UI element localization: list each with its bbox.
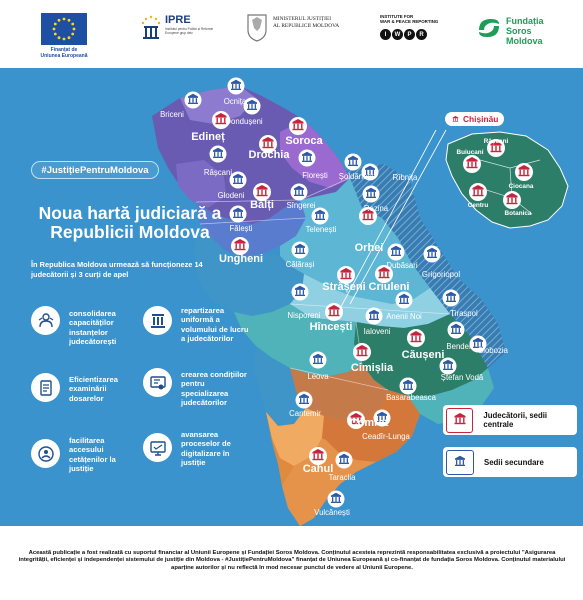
court-secondary-icon[interactable]	[230, 206, 247, 223]
legend-primary-label: Judecătorii, sedii centrale	[483, 411, 548, 429]
ministry-name	[273, 16, 339, 30]
place-label: Glodeni	[217, 191, 245, 200]
place-label: Briceni	[160, 110, 184, 119]
legend-secondary	[443, 447, 577, 477]
place-label: Florești	[302, 171, 328, 180]
feature-text: consolidarea capacităților instanțelor judecătorești	[69, 309, 117, 347]
place-label: Basarabeasca	[386, 393, 436, 402]
place-label: Rîbnița	[392, 173, 418, 182]
legend-secondary-icon	[446, 450, 474, 475]
legend-primary-icon	[446, 408, 473, 433]
feature-text: crearea condițiilor pentru specializarea judecătorilor	[181, 370, 247, 408]
soros-foundation-logo-icon	[476, 16, 502, 40]
inset-district-label: Ciocana	[508, 183, 534, 190]
place-label: Ceadîr-Lunga	[362, 432, 410, 441]
chisinau-title-text: Chișinău	[463, 114, 499, 124]
court-primary-icon[interactable]	[469, 183, 487, 201]
court-secondary-icon[interactable]	[388, 244, 405, 261]
workload-icon	[143, 306, 172, 335]
hashtag-badge[interactable]: #JustițiePentruMoldova	[31, 161, 159, 179]
access-justice-icon	[31, 439, 60, 468]
court-secondary-icon[interactable]	[291, 184, 308, 201]
place-label: Râșcani	[203, 168, 233, 177]
ipre-name: IPRE	[165, 14, 191, 26]
court-primary-icon[interactable]	[503, 191, 521, 209]
ministry-line-1: MINISTERUL JUSTIȚIEI	[273, 16, 332, 22]
chisinau-inset-title	[445, 112, 504, 126]
iwpr-title: INSTITUTE FOR WAR & PEACE REPORTING	[380, 14, 439, 24]
place-label: Călărași	[285, 260, 315, 269]
feature-text: avansarea proceselor de digitalizare în justiție	[181, 430, 231, 468]
place-label: Vulcănești	[314, 508, 350, 517]
place-label: Ocnița	[223, 97, 247, 106]
district-label: Cahul	[302, 463, 334, 475]
district-label: Ungheni	[219, 253, 263, 265]
place-label: Rezina	[363, 204, 389, 213]
court-secondary-icon[interactable]	[366, 308, 383, 325]
place-label: Grigoriopol	[421, 270, 461, 279]
place-label: Șoldănești	[338, 172, 376, 181]
place-label: Ialoveni	[363, 327, 391, 336]
district-label: Căușeni	[401, 349, 445, 361]
court-primary-icon[interactable]	[325, 303, 343, 321]
court-secondary-icon[interactable]	[345, 154, 362, 171]
place-label: Fălești	[229, 224, 253, 233]
court-primary-icon[interactable]	[407, 329, 425, 347]
court-secondary-icon[interactable]	[448, 322, 465, 339]
case-file-icon	[31, 373, 60, 402]
place-label: Tiraspol	[450, 309, 478, 318]
court-secondary-icon[interactable]	[310, 352, 327, 369]
court-secondary-icon[interactable]	[292, 284, 309, 301]
page-subtitle: În Republica Moldova urmează să funcționeze 14 judecătorii și 3 curți de apel	[31, 260, 203, 279]
district-label: Orhei	[354, 242, 384, 254]
court-secondary-icon[interactable]	[299, 150, 316, 167]
district-label: Soroca	[285, 135, 323, 147]
district-label: Edineț	[191, 131, 225, 143]
ipre-subtitle: Institutul pentru Politici și Reforme Europene grup deic	[165, 27, 214, 35]
iwpr-letter: W	[392, 29, 403, 40]
court-secondary-icon[interactable]	[312, 208, 329, 225]
fsm-line-2: Soros	[506, 26, 532, 36]
court-secondary-icon[interactable]	[443, 290, 460, 307]
court-secondary-icon[interactable]	[400, 378, 417, 395]
logo-bar	[0, 0, 583, 68]
place-label: Ștefan Vodă	[440, 373, 484, 382]
court-primary-icon[interactable]	[289, 117, 307, 135]
place-label: Dubăsari	[386, 261, 418, 270]
place-label: Taraclia	[328, 473, 356, 482]
main-panel	[0, 68, 583, 526]
iwpr-letters	[380, 29, 427, 40]
legend-secondary-label: Sedii secundare	[484, 457, 544, 467]
district-label: Strășeni	[322, 281, 366, 293]
court-secondary-icon[interactable]	[292, 242, 309, 259]
feature-text: repartizarea uniformă a volumului de lucru a judecătorilor	[181, 306, 249, 344]
court-secondary-icon[interactable]	[185, 92, 202, 109]
feature-text: facilitarea accesului cetățenilor la justiție	[69, 436, 116, 474]
court-secondary-icon[interactable]	[328, 491, 345, 508]
ministry-crest-icon	[245, 12, 269, 42]
ipre-logo-icon	[140, 14, 162, 42]
footer-disclaimer: Această publicație a fost realizată cu suportul financiar al Uniunii Europene și Fundației Soros Moldova. Conținutul acesteia reprezintă responsabilitatea exclusivă a proiectului "Asigurarea integrității, eficienței și independenței sistemului de justiție din Moldova - #JustițiePentruMoldova" finanțat de Uniunea Europeană și co-finanțat de fundația Soros Moldova. Conținutul materialului aparține autorilor și nu reflectă în mod necesar punctul de vedere al Uniunii Europene.	[18, 550, 566, 571]
court-secondary-icon[interactable]	[396, 292, 413, 309]
iwpr-letter: I	[380, 29, 391, 40]
iwpr-letter: P	[404, 29, 415, 40]
page-title: Noua hartă judiciară a Republicii Moldova	[38, 203, 222, 242]
district-label: Cimișlia	[350, 362, 394, 374]
court-secondary-icon[interactable]	[424, 246, 441, 263]
soros-foundation-name	[506, 16, 544, 46]
court-primary-icon[interactable]	[353, 343, 371, 361]
place-label: Nisporeni	[287, 311, 321, 320]
court-secondary-icon[interactable]	[210, 146, 227, 163]
footer	[0, 526, 583, 600]
court-primary-icon[interactable]	[515, 163, 533, 181]
court-secondary-icon[interactable]	[228, 78, 245, 95]
certificate-icon	[143, 368, 172, 397]
place-label: Bender	[446, 342, 472, 351]
district-label: Bălți	[250, 199, 274, 211]
district-label: Drochia	[248, 149, 290, 161]
inset-district-label: Botanica	[504, 210, 532, 217]
court-primary-icon	[451, 115, 460, 124]
digital-icon	[143, 433, 172, 462]
iwpr-letter: R	[416, 29, 427, 40]
fsm-line-1: Fundația	[506, 16, 544, 26]
inset-district-label: Buiucani	[456, 149, 484, 156]
court-primary-icon[interactable]	[463, 155, 481, 173]
court-secondary-icon[interactable]	[336, 452, 353, 469]
ministry-line-2: AL REPUBLICII MOLDOVA	[273, 23, 340, 29]
feature-text: Eficientizarea examinării dosarelor	[69, 375, 118, 403]
place-label: Telenești	[305, 225, 337, 234]
place-label: Leova	[307, 372, 329, 381]
inset-district-label: Centru	[467, 202, 489, 209]
district-label: Hîncești	[309, 321, 353, 333]
inset-district-label: Râșcani	[483, 138, 509, 145]
legend-primary	[443, 405, 577, 435]
place-label: Slobozia	[478, 346, 508, 355]
eu-caption: Finanțat de Uniunea Europeană	[40, 47, 88, 59]
district-label: Comrat	[349, 417, 389, 429]
eu-flag-logo	[41, 13, 87, 45]
court-secondary-icon[interactable]	[296, 392, 313, 409]
court-capacity-icon	[31, 306, 60, 335]
court-secondary-icon[interactable]	[363, 186, 380, 203]
fsm-line-3: Moldova	[506, 36, 543, 46]
place-label: Cantemir	[289, 409, 321, 418]
district-label: Criuleni	[368, 281, 410, 293]
place-label: Anenii Noi	[386, 312, 422, 321]
place-label: Sîngerei	[286, 201, 316, 210]
place-label: Dondușeni	[225, 117, 263, 126]
